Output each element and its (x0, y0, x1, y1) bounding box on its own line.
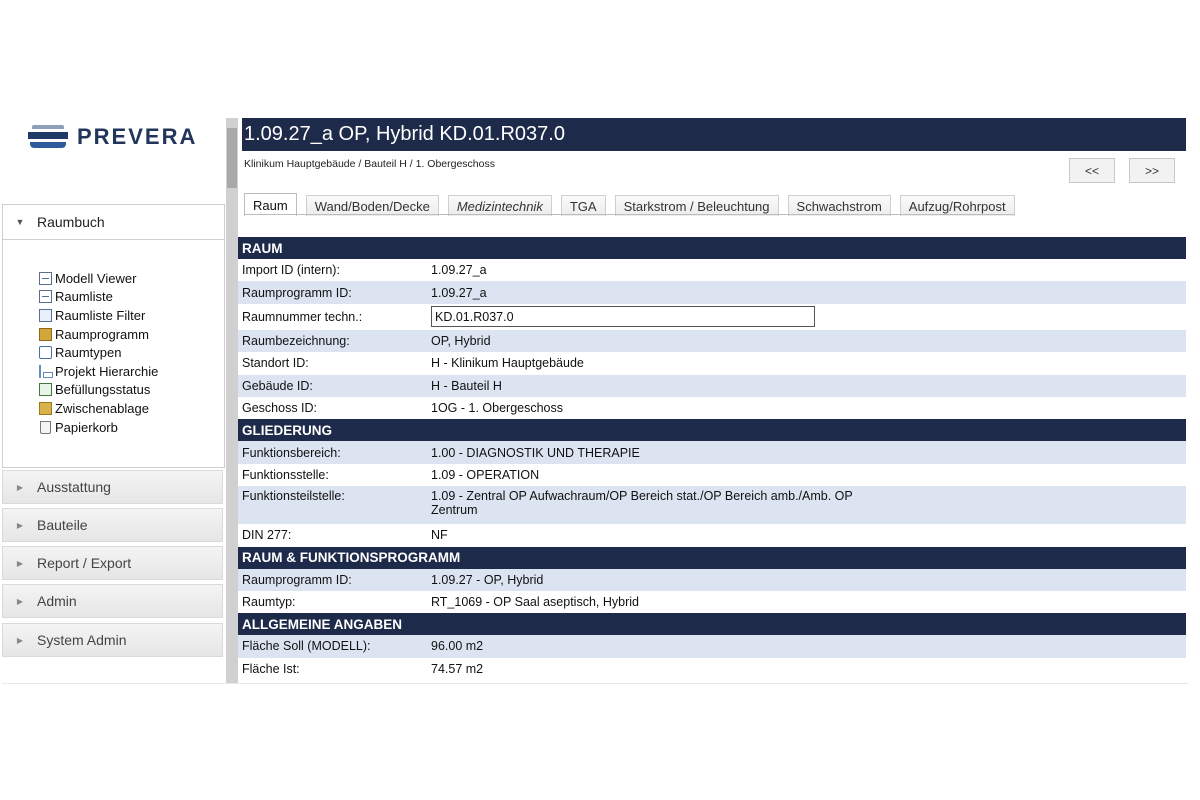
field-value: 1.09 - OPERATION (431, 467, 540, 482)
caret-right-icon: ▶ (16, 520, 24, 530)
caret-right-icon: ▶ (16, 558, 24, 568)
tree-item-projekt-hierarchie[interactable] (39, 362, 158, 381)
accordion-ausstattung[interactable] (2, 470, 223, 504)
tab-raum[interactable]: Raum (244, 193, 297, 216)
prevera-logo-icon (28, 123, 68, 151)
accordion-label: System Admin (37, 632, 127, 648)
field-value: 1OG - 1. Obergeschoss (431, 401, 564, 416)
tree-item-raumprogramm[interactable] (39, 325, 158, 344)
form-row-geschoss-id (238, 397, 1186, 419)
field-value: 96.00 m2 (431, 639, 484, 654)
field-label: Raumprogramm ID: (242, 572, 352, 587)
tree-item-label: Raumtypen (55, 345, 122, 361)
raumnummer-input[interactable] (431, 306, 815, 327)
tree-item-raumtypen[interactable] (39, 343, 158, 362)
field-label: Funktionsteilstelle: (242, 489, 345, 504)
tree-item-label: Raumprogramm (55, 326, 149, 342)
tree-item-zwischenablage[interactable] (39, 399, 158, 418)
field-value-line: 1.09 - Zentral OP Aufwachraum/OP Bereich stat./OP Bereich amb./Amb. OP (431, 489, 853, 504)
section-header-gliederung: GLIEDERUNG (238, 419, 1186, 441)
field-label: Fläche Ist: (242, 661, 300, 676)
field-label: Raumnummer techn.: (242, 309, 363, 324)
tab-aufzug-rohrpost[interactable]: Aufzug/Rohrpost (900, 195, 1015, 216)
form-row-gebaeude-id (238, 375, 1186, 397)
field-label: Fläche Soll (MODELL): (242, 639, 371, 654)
accordion-label: Bauteile (37, 517, 88, 533)
form-row-funktionsteilstelle (238, 486, 1186, 524)
prevera-logo (28, 122, 197, 152)
clipboard-icon (39, 402, 52, 415)
tree-item-label: Projekt Hierarchie (55, 363, 159, 379)
field-label: Raumprogramm ID: (242, 285, 352, 300)
tree-item-label: Raumliste Filter (55, 307, 146, 323)
accordion-bauteile[interactable] (2, 508, 223, 542)
caret-right-icon: ▶ (16, 596, 24, 606)
room-form (238, 237, 1186, 680)
field-label: Import ID (intern): (242, 263, 340, 278)
field-label: Gebäude ID: (242, 378, 313, 393)
status-icon (39, 383, 52, 396)
form-row-raumtyp (238, 591, 1186, 613)
field-value (431, 489, 1186, 517)
field-label: Geschoss ID: (242, 401, 318, 416)
section-header-raum-funktionsprogramm: RAUM & FUNKTIONSPROGRAMM (238, 547, 1186, 569)
tab-wand-boden-decke[interactable]: Wand/Boden/Decke (306, 195, 439, 216)
raumbuch-accordion (2, 204, 225, 468)
tab-medizintechnik[interactable]: Medizintechnik (448, 195, 552, 216)
sidebar-scrollbar[interactable] (226, 118, 238, 683)
tab-underline (244, 214, 1014, 215)
accordion-system-admin[interactable] (2, 623, 223, 657)
field-value: 1.09.27 - OP, Hybrid (431, 572, 544, 587)
caret-right-icon: ▶ (16, 635, 24, 645)
tree-item-papierkorb[interactable] (39, 418, 158, 437)
field-label: Raumbezeichnung: (242, 333, 350, 348)
types-icon (39, 346, 52, 359)
field-value: 1.09.27_a (431, 285, 487, 300)
section-header-allgemeine-angaben: ALLGEMEINE ANGABEN (238, 613, 1186, 635)
field-label: DIN 277: (242, 528, 292, 543)
sidebar (2, 118, 225, 683)
tree-item-raumliste[interactable] (39, 288, 158, 307)
form-row-raumbezeichnung (238, 330, 1186, 352)
caret-down-icon: ▼ (15, 217, 25, 227)
tree-item-label: Modell Viewer (55, 270, 137, 286)
form-row-flaeche-soll (238, 635, 1186, 657)
tree-item-modell-viewer[interactable] (39, 269, 158, 288)
form-row-flaeche-ist (238, 658, 1186, 680)
accordion-label: Admin (37, 593, 77, 609)
trash-icon (40, 421, 51, 434)
raumbuch-tree (39, 269, 158, 436)
form-row-din-277 (238, 524, 1186, 546)
tab-bar (244, 193, 1024, 216)
book-icon (39, 328, 52, 341)
form-row-standort-id (238, 352, 1186, 374)
tree-item-label: Zwischenablage (55, 400, 149, 416)
field-value: H - Klinikum Hauptgebäude (431, 356, 584, 371)
accordion-label: Ausstattung (37, 479, 111, 495)
accordion-label: Report / Export (37, 555, 132, 571)
field-label: Funktionsbereich: (242, 445, 341, 460)
next-button[interactable]: >> (1129, 158, 1175, 183)
field-label: Raumtyp: (242, 595, 296, 610)
hierarchy-icon (39, 365, 52, 378)
page-title (242, 118, 1186, 151)
tab-tga[interactable]: TGA (561, 195, 606, 216)
logo-text: PREVERA (77, 124, 198, 149)
form-row-funktionsstelle (238, 464, 1186, 486)
tree-item-label: Raumliste (55, 289, 113, 305)
form-row-import-id (238, 259, 1186, 281)
field-value: 74.57 m2 (431, 661, 484, 676)
form-row-raumnummer (238, 304, 1186, 330)
tree-item-label: Befüllungsstatus (55, 382, 151, 398)
form-row-raumprogramm-id-2 (238, 569, 1186, 591)
list-icon (39, 290, 52, 303)
page-title-text: 1.09.27_a OP, Hybrid KD.01.R037.0 (244, 123, 565, 145)
main-content (242, 118, 1186, 676)
raumbuch-label: Raumbuch (37, 214, 105, 230)
viewport-bottom-edge (2, 683, 1188, 684)
field-value: 1.09.27_a (431, 263, 487, 278)
tab-schwachstrom[interactable]: Schwachstrom (788, 195, 891, 216)
document-icon (39, 272, 52, 285)
field-value: NF (431, 528, 448, 543)
scrollbar-thumb[interactable] (227, 128, 237, 188)
tree-item-label: Papierkorb (55, 419, 118, 435)
form-row-raumprogramm-id (238, 281, 1186, 303)
section-header-raum: RAUM (238, 237, 1186, 259)
breadcrumb: Klinikum Hauptgebäude / Bauteil H / 1. Obergeschoss (244, 158, 495, 170)
caret-right-icon: ▶ (16, 482, 24, 492)
field-value: OP, Hybrid (431, 333, 491, 348)
tree-item-raumliste-filter[interactable] (39, 306, 158, 325)
accordion-admin[interactable] (2, 584, 223, 618)
tab-starkstrom-beleuchtung[interactable]: Starkstrom / Beleuchtung (615, 195, 779, 216)
tree-item-befuellungsstatus[interactable] (39, 381, 158, 400)
form-row-funktionsbereich (238, 441, 1186, 463)
field-value-line: Zentrum (431, 503, 478, 518)
accordion-report-export[interactable] (2, 546, 223, 580)
field-label: Standort ID: (242, 356, 309, 371)
field-label: Funktionsstelle: (242, 467, 329, 482)
previous-button[interactable]: << (1069, 158, 1115, 183)
raumbuch-accordion-header[interactable] (3, 205, 224, 240)
filter-list-icon (39, 309, 52, 322)
field-value: 1.00 - DIAGNOSTIK UND THERAPIE (431, 445, 640, 460)
field-value: H - Bauteil H (431, 378, 502, 393)
field-value: RT_1069 - OP Saal aseptisch, Hybrid (431, 595, 639, 610)
